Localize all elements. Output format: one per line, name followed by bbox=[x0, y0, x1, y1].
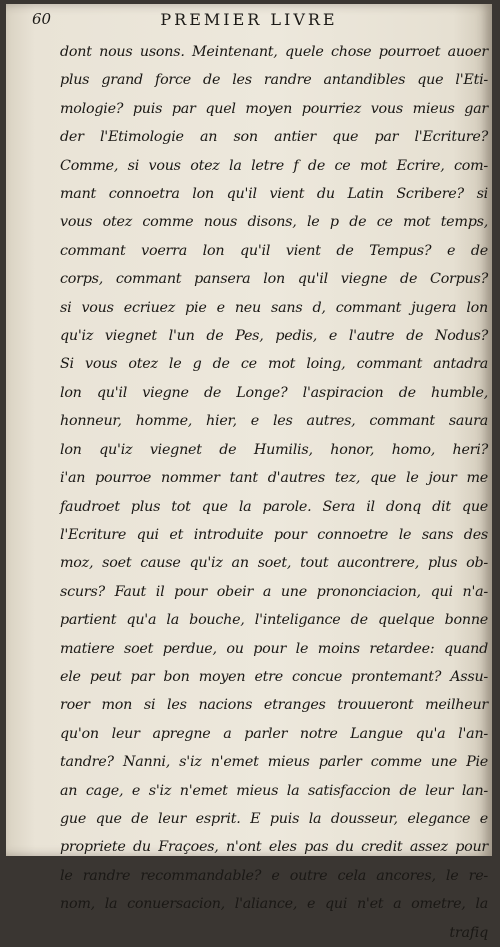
text-line: partient qu'a la bouche, l'inteligance de quelque bonne bbox=[60, 612, 488, 629]
text-line: corps, commant pansera lon qu'il viegne de Corpus? bbox=[60, 271, 488, 288]
text-line: mant connoetra lon qu'il vient du Latin Scribere? si bbox=[60, 186, 488, 203]
text-line: honneur, homme, hier, e les autres, commant saura bbox=[60, 413, 488, 430]
text-line: scurs? Faut il pour obeir a une prononciacion, qui n'a- bbox=[60, 583, 488, 600]
running-title: PREMIER LIVRE bbox=[160, 10, 338, 29]
text-line: Si vous otez le g de ce mot loing, commant antadra bbox=[60, 356, 488, 373]
text-line: vous otez comme nous disons, le p de ce mot temps, bbox=[60, 214, 488, 231]
text-line: an cage, e s'iz n'emet mieus la satisfaccion de leur lan- bbox=[60, 782, 488, 799]
text-line: mologie? puis par quel moyen pourriez vous mieus gar bbox=[60, 100, 488, 117]
text-line: dont nous usons. Meintenant, quele chose pourroet auoer bbox=[60, 44, 488, 60]
text-line: gue que de leur esprit. E puis la dousseur, elegance e bbox=[60, 810, 488, 827]
page-number: 60 bbox=[32, 10, 52, 28]
running-head bbox=[6, 8, 492, 30]
text-line: lon qu'iz viegnet de Humilis, honor, homo, heri? bbox=[60, 441, 488, 458]
text-line: propriete du Fraçoes, n'ont eles pas du credit assez pour bbox=[60, 839, 488, 856]
text-line: qu'iz viegnet l'un de Pes, pedis, e l'autre de Nodus? bbox=[60, 328, 488, 345]
text-line: commant voerra lon qu'il vient de Tempus? e de bbox=[60, 242, 488, 259]
book-page bbox=[6, 4, 492, 941]
text-line: plus grand force de les randre antandibles que l'Eti- bbox=[60, 72, 488, 89]
text-line: roer mon si les nacions etranges trouueront meilheur bbox=[60, 697, 488, 714]
text-line: le randre recommandable? e outre cela ancores, le re- bbox=[60, 867, 488, 884]
body-text bbox=[60, 38, 488, 947]
text-line: l'Ecriture qui et introduite pour connoetre le sans des bbox=[60, 526, 488, 543]
text-line: matiere soet perdue, ou pour le moins retardee: quand bbox=[60, 640, 488, 657]
text-line: i'an pourroe nommer tant d'autres tez, que le jour me bbox=[60, 470, 488, 487]
text-line: der l'Etimologie an son antier que par l'Ecriture? bbox=[60, 129, 488, 146]
text-line: ele peut par bon moyen etre concue prontemant? Assu- bbox=[60, 668, 488, 685]
text-line: faudroet plus tot que la parole. Sera il donq dit que bbox=[60, 498, 488, 515]
text-line: moz, soet cause qu'iz an soet, tout aucontrere, plus ob- bbox=[60, 555, 488, 572]
text-line: lon qu'il viegne de Longe? l'aspiracion de humble, bbox=[60, 384, 488, 401]
text-line: si vous ecriuez pie e neu sans d, commant jugera lon bbox=[60, 299, 488, 316]
catchword: trafiq bbox=[449, 924, 488, 941]
text-line: Comme, si vous otez la letre f de ce mot Ecrire, com- bbox=[60, 157, 488, 174]
text-line: qu'on leur apregne a parler notre Langue qu'a l'an- bbox=[60, 725, 488, 742]
text-line: tandre? Nanni, s'iz n'emet mieus parler comme une Pie bbox=[60, 754, 488, 771]
text-line: nom, la conuersacion, l'aliance, e qui n'et a ometre, la bbox=[60, 896, 488, 913]
